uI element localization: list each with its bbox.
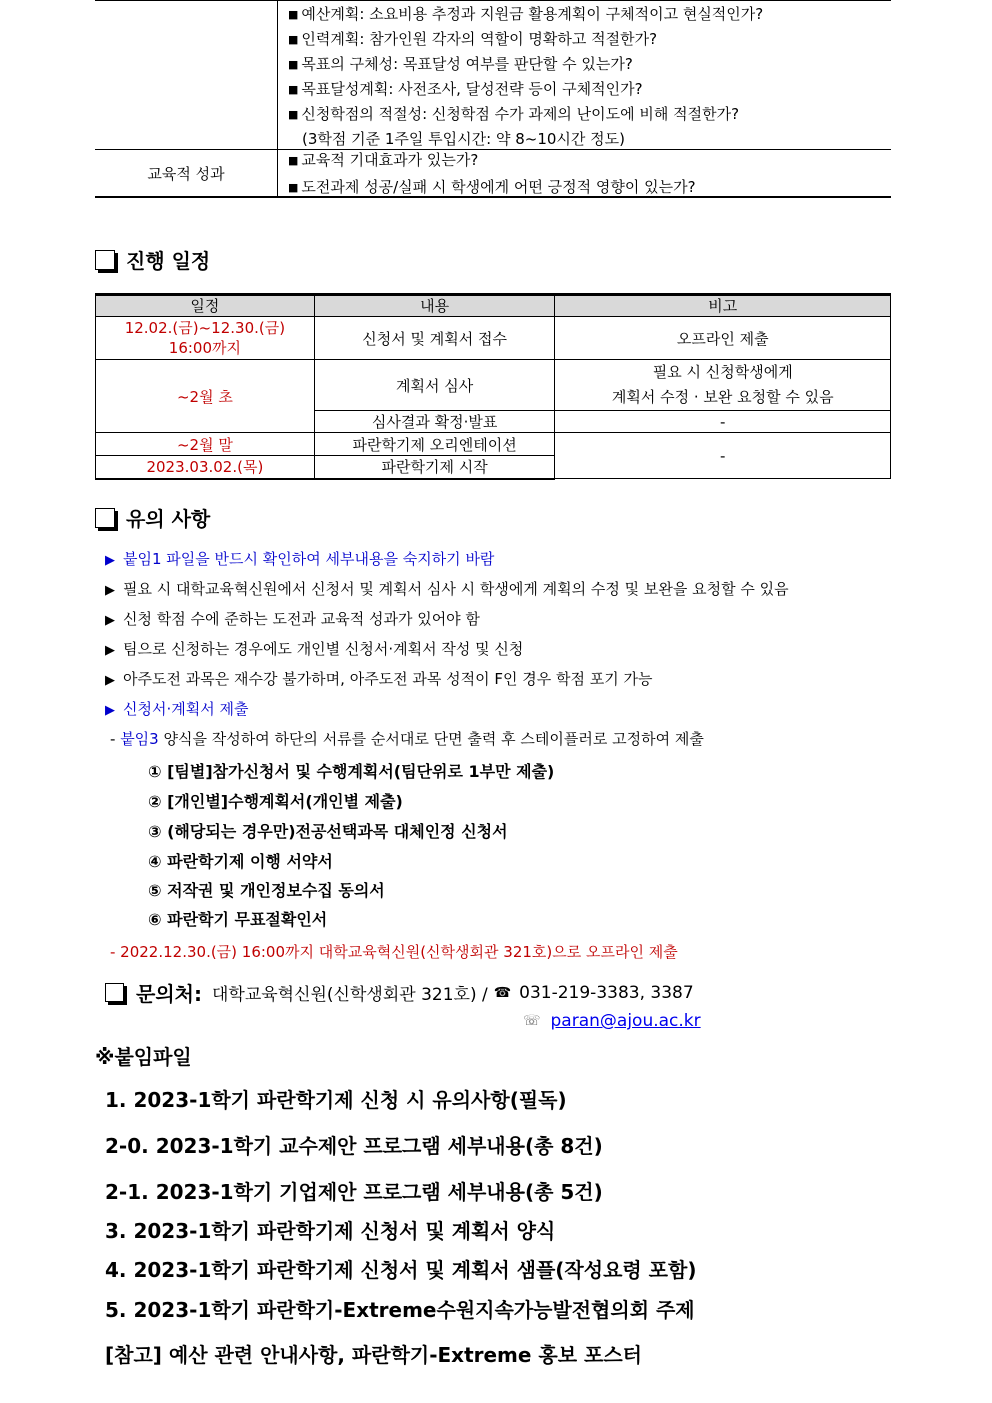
triangle-bullet-icon: ▶ (105, 673, 115, 688)
schedule-date: ~2월 말 (96, 433, 315, 456)
criteria-item: ■ 인력계획: 참가인원 각자의 역할이 명확하고 적절한가? (288, 30, 658, 48)
email-link[interactable]: paran@ajou.ac.kr (550, 1011, 701, 1031)
contact-office: 대학교육혁신원(신학생회관 321호) / (211, 985, 488, 1005)
checkbox-icon (105, 983, 124, 1002)
document-item: ③ (해당되는 경우만)전공선택과목 대체인정 신청서 (148, 822, 508, 841)
attachment-item: 4. 2023-1학기 파란학기제 신청서 및 계획서 샘플(작성요령 포함) (105, 1258, 697, 1282)
phone-icon: ☎ (493, 984, 512, 1001)
deadline-text: - 2022.12.30.(금) 16:00까지 대학교육혁신원(신학생회관 321호)으로 오프라인 제출 (110, 943, 678, 961)
checkbox-icon (95, 250, 115, 270)
document-item: ② [개인별]수행계획서(개인별 제출) (148, 792, 403, 811)
criteria-item: ■ 예산계획: 소요비용 추정과 지원금 활용계획이 구체적이고 현실적인가? (288, 5, 764, 23)
edu-outcome-label: 교육적 성과 (147, 164, 225, 183)
document-item: ⑤ 저작권 및 개인정보수집 동의서 (148, 881, 385, 900)
triangle-bullet-icon: ▶ (105, 553, 115, 568)
document-item: ⑥ 파란학기 무표절확인서 (148, 910, 328, 929)
schedule-content: 파란학기제 시작 (314, 456, 555, 479)
table-row (96, 317, 891, 360)
caution-item: ▶ 신청서·계획서 제출 (105, 700, 249, 718)
divider (277, 0, 278, 197)
criteria-item: ■ 목표달성계획: 사전조사, 달성전략 등이 구체적인가? (288, 80, 643, 98)
cautions-heading (95, 503, 210, 532)
attachment-item: 3. 2023-1학기 파란학기제 신청서 및 계획서 양식 (105, 1219, 556, 1243)
document-item: ① [팀별]참가신청서 및 수행계획서(팀단위로 1부만 제출) (148, 762, 555, 781)
attachments-title: ※붙임파일 (95, 1045, 192, 1069)
caution-item: ▶ 신청 학점 수에 준하는 도전과 교육적 성과가 있어야 함 (105, 610, 480, 628)
table-row (96, 360, 891, 411)
schedule-heading (95, 245, 210, 274)
criteria-note: (3학점 기준 1주일 투입시간: 약 8~10시간 정도) (302, 130, 626, 148)
attachment-item: [참고] 예산 관련 안내사항, 파란학기-Extreme 홍보 포스터 (105, 1343, 642, 1367)
section-title: 유의 사항 (126, 507, 211, 531)
caution-item: ▶ 아주도전 과목은 재수강 불가하며, 아주도전 과목 성적이 F인 경우 학점 포기 가능 (105, 670, 653, 688)
fax-icon: ☏ (523, 1013, 541, 1029)
criteria-item: ■ 신청학점의 적절성: 신청학점 수가 과제의 난이도에 비해 적절한가? (288, 105, 740, 123)
section-title: 진행 일정 (126, 249, 211, 273)
schedule-table (95, 293, 891, 480)
contact-label: 문의처: (136, 982, 202, 1006)
criteria-item: ■ 교육적 기대효과가 있는가? (288, 151, 479, 169)
schedule-date: 2023.03.02.(목) (96, 456, 315, 479)
schedule-date: ~2월 초 (96, 360, 315, 433)
attachment-item: 2-1. 2023-1학기 기업제안 프로그램 세부내용(총 5건) (105, 1180, 603, 1204)
column-header: 비고 (555, 295, 891, 317)
schedule-note: - (555, 411, 891, 433)
schedule-content: 신청서 및 계획서 접수 (314, 317, 555, 360)
column-header: 일정 (96, 295, 315, 317)
submit-instruction: - 붙임3 양식을 작성하여 하단의 서류를 순서대로 단면 출력 후 스테이플러로 고정하여 제출 (110, 730, 704, 748)
triangle-bullet-icon: ▶ (105, 643, 115, 658)
caution-item: ▶ 필요 시 대학교육혁신원에서 신청서 및 계획서 심사 시 학생에게 계획의 수정 및 보완을 요청할 수 있음 (105, 580, 789, 598)
attachment-item: 1. 2023-1학기 파란학기제 신청 시 유의사항(필독) (105, 1088, 567, 1112)
checkbox-icon (95, 508, 115, 528)
criteria-item: ■ 목표의 구체성: 목표달성 여부를 판단할 수 있는가? (288, 55, 633, 73)
contact-phone: 031-219-3383, 3387 (519, 982, 694, 1003)
contact-line (105, 978, 694, 1007)
caution-item: ▶ 붙임1 파일을 반드시 확인하여 세부내용을 숙지하기 바람 (105, 550, 495, 568)
triangle-bullet-icon: ▶ (105, 613, 115, 628)
schedule-content: 계획서 심사 (314, 360, 555, 411)
schedule-note: 필요 시 신청학생에게 계획서 수정 · 보완 요청할 수 있음 (555, 360, 891, 411)
column-header: 내용 (314, 295, 555, 317)
caution-item: ▶ 팀으로 신청하는 경우에도 개인별 신청서·계획서 작성 및 신청 (105, 640, 524, 658)
schedule-note: - (555, 433, 891, 479)
schedule-content: 파란학기제 오리엔테이션 (314, 433, 555, 456)
triangle-bullet-icon: ▶ (105, 583, 115, 598)
divider (95, 0, 891, 1)
schedule-note: 오프라인 제출 (555, 317, 891, 360)
attachment-item: 2-0. 2023-1학기 교수제안 프로그램 세부내용(총 8건) (105, 1134, 603, 1158)
schedule-date: 12.02.(금)~12.30.(금) 16:00까지 (96, 317, 315, 360)
attachment-item: 5. 2023-1학기 파란학기-Extreme수원지속가능발전협의회 주제 (105, 1298, 695, 1322)
schedule-content: 심사결과 확정·발표 (314, 411, 555, 433)
table-row (96, 433, 891, 456)
contact-email-line (523, 1011, 701, 1031)
document-item: ④ 파란학기제 이행 서약서 (148, 852, 333, 871)
criteria-item: ■ 도전과제 성공/실패 시 학생에게 어떤 긍정적 영향이 있는가? (288, 178, 696, 196)
table-header-row (96, 295, 891, 317)
triangle-bullet-icon: ▶ (105, 703, 115, 718)
